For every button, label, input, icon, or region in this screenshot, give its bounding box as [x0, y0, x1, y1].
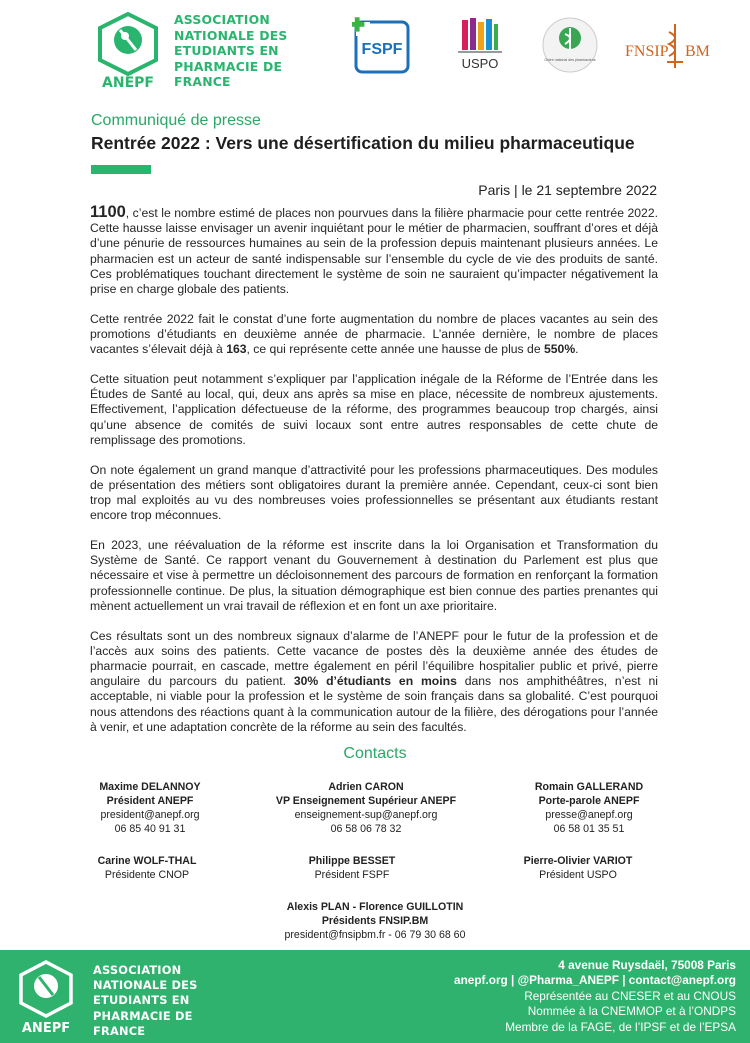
- contact-card: [35, 780, 265, 836]
- org-name-line: ETUDIANTS EN: [93, 993, 190, 1008]
- contact-card: [251, 780, 481, 836]
- contact-phone: 06 85 40 91 31: [114, 823, 186, 835]
- fspf-logo-text: FSPF: [361, 41, 403, 58]
- contact-role: Présidents FNSIP.BM: [321, 915, 429, 927]
- contact-phone: 06 58 01 35 51: [553, 823, 625, 835]
- footer-links[interactable]: anepf.org | @Pharma_ANEPF | contact@anepf.org: [454, 973, 736, 988]
- paragraph-text: Ces résultats sont un des nombreux signaux d’alarme de l’ANEPF pour le futur de la profession et de l’accès aux soins des patients. Cette vacance de postes dès la deuxième année des études de pharmacie pourrait, en cascade, mettre également en péril l’équilibre hospitalier public et privé, pierre angulaire du parcours du patient.: [90, 628, 658, 689]
- anepf-org-name: [174, 12, 324, 90]
- footer-address: 4 avenue Ruysdaël, 75008 Paris: [558, 958, 736, 972]
- contact-role: Président FSPF: [314, 869, 390, 881]
- paragraph-text: , c’est le nombre estimé de places non pourvues dans la filière pharmacie pour cette rentrée 2022. Cette hausse laisse envisager un avenir inquiétant pour le métier de pharmacien, souffrant d’ores et déjà d’une pénurie de ressources humaines au sein de la profession depuis maintenant plusieurs années. Le pharmacien est un acteur de santé indispensable sur l’ensemble du cycle de vie des produits de santé. Ces problématiques touchant directement le système de soin ne sauraient qu’impacter négativement la prise en charge globale des patients.: [90, 206, 658, 297]
- org-name-line: PHARMACIE DE: [174, 58, 283, 74]
- contact-role: Président ANEPF: [106, 795, 194, 807]
- contact-role: Présidente CNOP: [104, 869, 190, 881]
- org-name-line: FRANCE: [174, 74, 231, 89]
- page-title: Rentrée 2022 : Vers une désertification du milieu pharmaceutique: [91, 133, 635, 153]
- contact-name: Philippe BESSET: [308, 855, 396, 867]
- paragraph-text: dans nos amphithéâtres, n’est ni acceptable, ni viable pour la profession et le système de soin français dans sa globalité. C’est pourquoi nous attendons des réactions quant à la communication autour de la filière, des dérogations pour l’année à venir, et une adaptation concrète de la réforme au sein des facultés.: [90, 674, 658, 734]
- dateline: Paris | le 21 septembre 2022: [478, 182, 657, 198]
- contact-email[interactable]: presse@anepf.org: [545, 809, 633, 821]
- paragraph-5: En 2023, une réévaluation de la réforme est inscrite dans la loi Organisation et Transformation du Système de Santé. Ce rapport venant du Gouvernement à destination du Parlement est plus que nécessaire et vise à permettre un décloisonnement des parcours de formation en renforçant la formation professionnelle continue. De plus, la situation démographique est bien connue des parties prenantes qui mènent actuellement un vrai travail de réflexion et en font un axe prioritaire.: [90, 538, 658, 613]
- fnsip-logo: [623, 18, 718, 74]
- org-name-line: ASSOCIATION: [174, 12, 270, 27]
- contact-role: Président USPO: [539, 869, 617, 881]
- contact-card: [474, 780, 704, 836]
- fnsip-logo-suffix: BM: [685, 43, 710, 60]
- contact-name: Pierre-Olivier VARIOT: [523, 855, 633, 867]
- contact-name: Alexis PLAN - Florence GUILLOTIN: [286, 901, 464, 913]
- contact-email[interactable]: enseignement-sup@anepf.org: [294, 809, 438, 821]
- contact-name: Maxime DELANNOY: [99, 781, 201, 793]
- accent-bar: [91, 165, 151, 174]
- org-name-line: ASSOCIATION: [93, 963, 182, 977]
- org-name-line: PHARMACIE DE: [93, 1008, 193, 1023]
- paragraph-6: [90, 629, 658, 735]
- fspf-logo: [352, 16, 412, 76]
- contact-phone: 06 58 06 78 32: [330, 823, 402, 835]
- contact-name: Romain GALLERAND: [534, 781, 644, 793]
- uspo-logo-text: USPO: [461, 56, 499, 71]
- paragraph-text: , ce qui représente cette année une hausse de plus de: [246, 342, 544, 357]
- anepf-logo-acronym: ANEPF: [102, 75, 154, 90]
- contact-role: VP Enseignement Supérieur ANEPF: [275, 795, 457, 807]
- org-name-line: ETUDIANTS EN: [174, 43, 279, 58]
- fnsip-logo-text: FNSIP: [625, 43, 669, 60]
- contact-name: Carine WOLF-THAL: [97, 855, 197, 867]
- footer-line: Membre de la FAGE, de l’IPSF et de l’EPSA: [505, 1019, 736, 1034]
- footer-line: Nommée à la CNEMMOP et à l’ONDPS: [527, 1004, 736, 1019]
- highlight-phrase: 30% d’étudiants en moins: [293, 674, 457, 689]
- paragraph-3: Cette situation peut notamment s’expliquer par l’application inégale de la Réforme de l’Entrée dans les Études de Santé au local, qui, deux ans après sa mise en place, nécessite de nombreux ajustements. Effectivement, l’application défectueuse de la réforme, des programmes beaucoup trop chargés, ainsi qu’une absence de comités de suivi locaux sont entre autres responsables de cette chute de remplissage des promotions.: [90, 372, 658, 447]
- footer-info: [454, 958, 736, 1035]
- contacts-heading: Contacts: [343, 745, 407, 762]
- anepf-logo: [92, 10, 164, 90]
- contact-card: [32, 854, 262, 882]
- uspo-logo: [450, 16, 510, 80]
- contact-card: [237, 854, 467, 882]
- footer: [0, 950, 750, 1043]
- org-name-line: FRANCE: [93, 1023, 146, 1038]
- paragraph-text: Cette rentrée 2022 fait le constat d’une forte augmentation du nombre de places vacantes au sein des promotions d’étudiants en deuxième année de pharmacie. L’année dernière, le nombre de places vacantes s’élevait déjà à: [90, 311, 658, 357]
- anepf-footer-logo: [15, 958, 77, 1036]
- cnop-logo: [541, 16, 599, 74]
- cnop-logo-caption: Ordre national des pharmaciens: [544, 58, 596, 62]
- header: [0, 0, 750, 100]
- paragraph-2: [90, 312, 658, 358]
- footer-logo-acronym: ANEPF: [21, 1021, 71, 1036]
- contact-email[interactable]: president@anepf.org: [100, 809, 200, 821]
- org-name-line: NATIONALE DES: [174, 27, 288, 43]
- contact-role: Porte-parole ANEPF: [538, 795, 640, 807]
- contact-card: [230, 900, 520, 942]
- org-name-line: NATIONALE DES: [93, 978, 198, 993]
- press-release-body: [90, 205, 658, 750]
- contact-name: Adrien CARON: [328, 781, 404, 793]
- paragraph-4: On note également un grand manque d’attractivité pour les professions pharmaceutiques. Des modules de présentation des métiers sont obligatoires durant la première année. Cependant, ceux-ci sont bien trop mal exploités au vu des nombreuses voies professionnelles se présentant aux étudiants restant encore trop méconnues.: [90, 462, 658, 523]
- lead-figure: 1100: [90, 203, 126, 221]
- highlight-figure: 163: [226, 342, 247, 357]
- highlight-figure: 550%: [543, 342, 576, 357]
- contact-details[interactable]: president@fnsipbm.fr - 06 79 30 68 60: [284, 929, 466, 941]
- contact-card: [463, 854, 693, 882]
- footer-line: Représentée au CNESER et au CNOUS: [524, 988, 736, 1003]
- footer-org-name: [93, 963, 233, 1039]
- paragraph-1: [90, 205, 658, 297]
- press-release-kicker: Communiqué de presse: [91, 112, 261, 129]
- paragraph-text: .: [575, 342, 579, 357]
